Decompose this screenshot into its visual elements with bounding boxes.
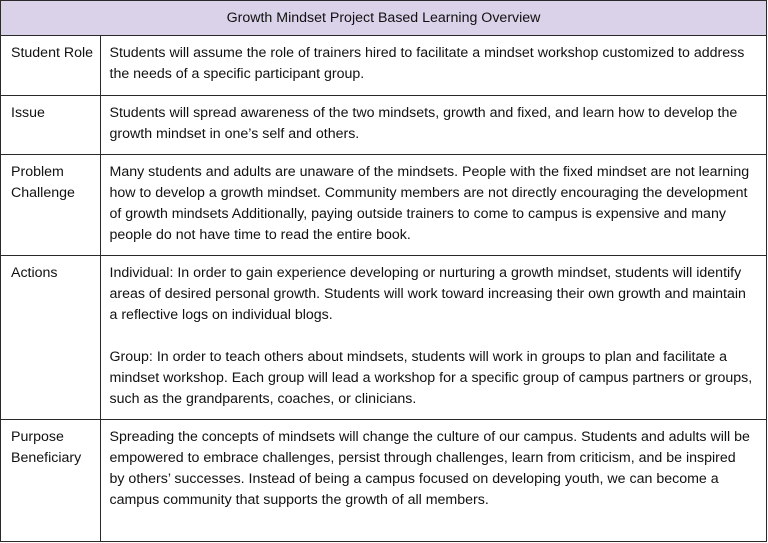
paragraph-spacer [110,326,755,347]
row-content-purpose-beneficiary [100,420,766,542]
table-row-student-role [1,36,766,96]
overview-table [1,1,766,541]
table-row-purpose-beneficiary [1,420,766,542]
row-paragraph: Spreading the concepts of mindsets will change the culture of our campus. Students and adults will be empowered to embrace challenges, persist through challenges, learn from criticism, and be inspired by others’ successes. Instead of being a campus focused on developing youth, we can become a campus community that supports the growth of all members. [109,429,750,508]
row-label-issue: Issue [1,96,100,155]
row-paragraph: Many students and adults are unaware of the mindsets. People with the fixed mindset are not learning how to develop a growth mindset. Community members are not directly encouraging the development of growth mindsets Additionally, paying outside trainers to come to campus is expensive and many people do not have time to read the entire book. [109,164,750,243]
row-content-issue [100,96,766,155]
row-content-student-role [100,36,766,96]
row-paragraph-individual: Individual: In order to gain experience developing or nurturing a growth mindset, students will identify areas of desired personal growth. Students will work toward increasing their own growth and maintain a reflective logs on individual blogs. [109,265,746,323]
table-row-actions [1,256,766,420]
row-paragraph: Students will assume the role of trainers hired to facilitate a mindset workshop customized to address the needs of a specific participant group. [109,45,745,82]
row-content-actions [100,256,766,420]
row-label-purpose-beneficiary: Purpose Beneficiary [1,420,100,542]
table-row-problem-challenge [1,155,766,256]
row-paragraph-group: Group: In order to teach others about mindsets, students will work in groups to plan and facilitate a mindset workshop. Each group will lead a workshop for a specific group of campus partners or groups, such as the grandparents, coaches, or clinicians. [109,349,753,407]
row-content-problem-challenge [100,155,766,256]
table-row-issue [1,96,766,155]
row-paragraph: Students will spread awareness of the two mindsets, growth and fixed, and learn how to develop the growth mindset in one’s self and others. [109,105,738,142]
row-label-actions: Actions [1,256,100,420]
table-title: Growth Mindset Project Based Learning Overview [1,1,766,36]
title-row [1,1,766,36]
row-label-student-role: Student Role [1,36,100,96]
row-label-problem-challenge: Problem Challenge [1,155,100,256]
